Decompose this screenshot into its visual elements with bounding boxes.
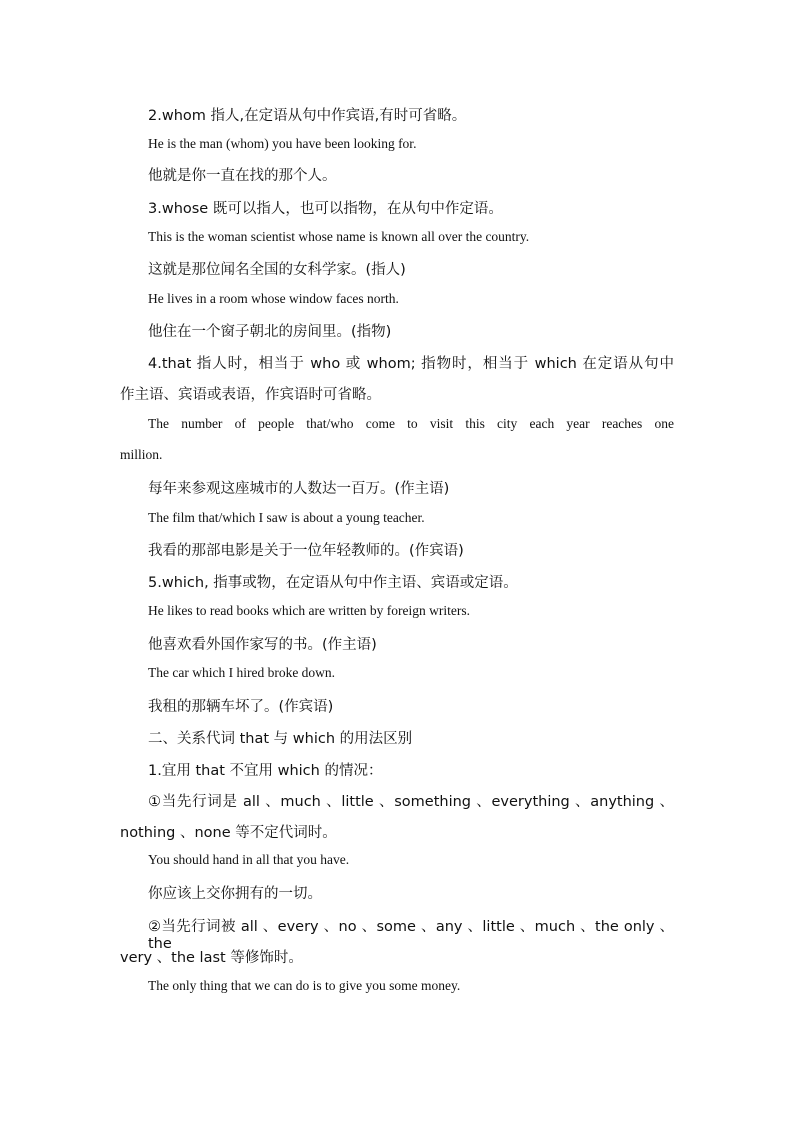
example-translation-zh: 他喜欢看外国作家写的书。(作主语) (148, 637, 377, 653)
example-sentence-en: He is the man (whom) you have been looking for. (148, 136, 417, 151)
subsection-heading: 1.宜用 that 不宜用 which 的情况： (148, 763, 383, 779)
rule-that-heading-cont: 作主语、宾语或表语，作宾语时可省略。 (120, 387, 381, 403)
example-sentence-en: This is the woman scientist whose name is known all over the country. (148, 229, 530, 244)
example-sentence-en: You should hand in all that you have. (148, 852, 350, 867)
case-1-text-cont: nothing 、none 等不定代词时。 (120, 825, 337, 841)
rule-whom-heading: 2.whom 指人,在定语从句中作宾语,有时可省略。 (148, 108, 467, 124)
example-sentence-en: The only thing that we can do is to give you some money. (148, 978, 461, 993)
example-translation-zh: 你应该上交你拥有的一切。 (148, 886, 322, 902)
example-translation-zh: 每年来参观这座城市的人数达一百万。(作主语) (148, 481, 450, 497)
case-1-text: ①当先行词是 all 、much 、little 、something 、everything 、anything 、 (148, 794, 674, 810)
case-2-text: ②当先行词被 all 、every 、no 、some 、any 、little 、much 、the only 、the (148, 919, 674, 952)
example-sentence-en: He likes to read books which are written by foreign writers. (148, 603, 471, 618)
example-translation-zh: 他就是你一直在找的那个人。 (148, 168, 337, 184)
example-sentence-en: The number of people that/who come to visit this city each year reaches one (148, 416, 674, 431)
example-sentence-en: The film that/which I saw is about a young teacher. (148, 510, 425, 525)
example-sentence-en: The car which I hired broke down. (148, 665, 336, 680)
rule-whose-heading: 3.whose 既可以指人，也可以指物，在从句中作定语。 (148, 201, 503, 217)
case-2-text-cont: very 、the last 等修饰时。 (120, 950, 303, 966)
example-translation-zh: 我租的那辆车坏了。(作宾语) (148, 699, 334, 715)
section-heading: 二、关系代词 that 与 which 的用法区别 (148, 731, 413, 747)
example-translation-zh: 他住在一个窗子朝北的房间里。(指物) (148, 324, 392, 340)
rule-which-heading: 5.which, 指事或物，在定语从句中作主语、宾语或定语。 (148, 575, 518, 591)
example-translation-zh: 这就是那位闻名全国的女科学家。(指人) (148, 262, 406, 278)
example-translation-zh: 我看的那部电影是关于一位年轻教师的。(作宾语) (148, 543, 464, 559)
example-sentence-en: He lives in a room whose window faces north. (148, 291, 399, 306)
rule-that-heading: 4.that 指人时，相当于 who 或 whom; 指物时，相当于 which 在定语从句中 (148, 356, 674, 372)
example-sentence-en-cont: million. (120, 447, 163, 462)
